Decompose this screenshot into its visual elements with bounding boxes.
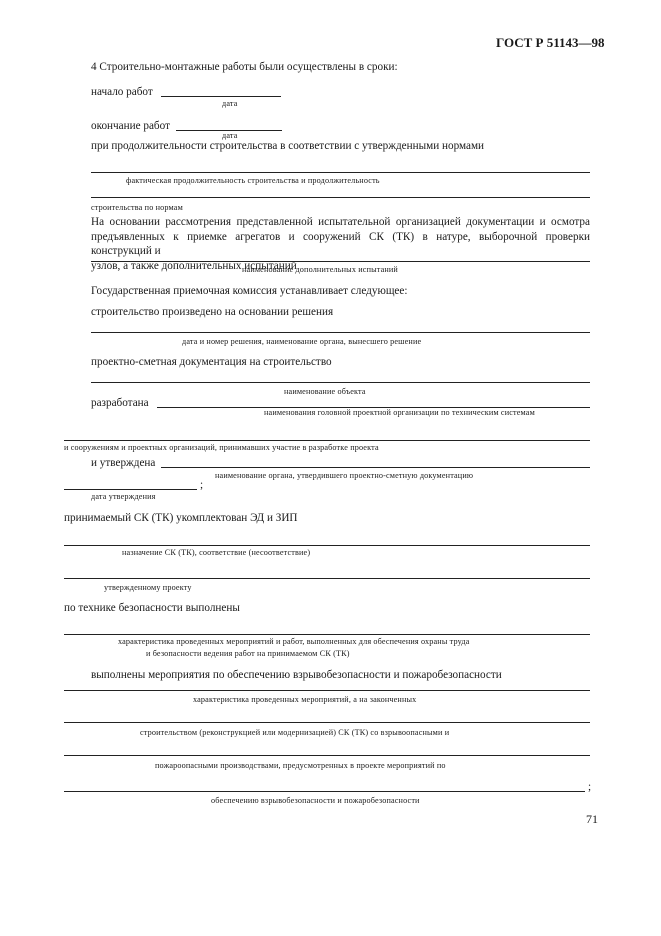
duration-text: при продолжительности строительства в соответствии с утвержденными нормами: [91, 140, 485, 152]
approved-label: и утверждена: [91, 457, 156, 469]
construction-basis-text: строительство произведено на основании решения: [91, 306, 334, 318]
fire-caption-1: характеристика проведенных мероприятий, а на законченных: [193, 695, 417, 704]
fire-line-2: [64, 722, 590, 723]
page-number: 71: [586, 812, 598, 826]
start-date-label: начало работ: [91, 86, 153, 98]
project-caption: утвержденному проекту: [104, 583, 192, 592]
fire-line-3: [64, 755, 590, 756]
fire-caption-2: строительством (реконструкцией или модернизацией) СК (ТК) со взрывоопасными и: [140, 728, 450, 737]
developed-label: разработана: [91, 397, 149, 409]
start-date-line: [161, 96, 281, 97]
object-line: [91, 382, 590, 383]
approver-line: [161, 467, 590, 468]
document-header: ГОСТ Р 51143—98: [496, 35, 605, 50]
safety-text: по технике безопасности выполнены: [64, 602, 240, 614]
approval-date-line: [64, 489, 197, 490]
commission-text: Государственная приемочная комиссия устанавливает следующее:: [91, 285, 408, 297]
fire-line-4: [64, 791, 585, 792]
semicolon-2: ;: [588, 781, 592, 793]
duration-line-2: [91, 197, 590, 198]
approver-caption: наименование органа, утвердившего проектно-сметную документацию: [215, 471, 474, 480]
section-4-heading: 4 Строительно-монтажные работы были осуществлены в сроки:: [91, 61, 398, 73]
tests-caption: наименование дополнительных испытаний: [242, 265, 398, 274]
purpose-line: [64, 545, 590, 546]
design-docs-text: проектно-сметная документация на строительство: [91, 356, 332, 368]
fire-caption-4: обеспечению взрывобезопасности и пожаробезопасности: [211, 796, 420, 805]
end-date-caption: дата: [222, 131, 238, 140]
purpose-caption: назначение СК (ТК), соответствие (несоответствие): [122, 548, 311, 557]
fire-caption-3: пожароопасными производствами, предусмотренных в проекте мероприятий по: [155, 761, 446, 770]
duration-line-1: [91, 172, 590, 173]
developer-caption-2: и сооружениям и проектных организаций, принимавших участие в разработке проекта: [64, 443, 379, 452]
decision-line: [91, 332, 590, 333]
duration-caption-2: строительства по нормам: [91, 203, 183, 212]
decision-caption: дата и номер решения, наименование органа, вынесшего решение: [182, 337, 422, 346]
project-line: [64, 578, 590, 579]
end-date-label: окончание работ: [91, 120, 170, 132]
safety-caption-2: и безопасности ведения работ на принимаемом СК (ТК): [146, 649, 350, 658]
safety-line: [64, 634, 590, 635]
fire-safety-text: выполнены мероприятия по обеспечению взрывобезопасности и пожаробезопасности: [91, 669, 502, 681]
duration-caption-1: фактическая продолжительность строительства и продолжительность: [126, 176, 380, 185]
developer-line-2: [64, 440, 590, 441]
equipped-text: принимаемый СК (ТК) укомплектован ЭД и ЗИП: [64, 512, 298, 524]
basis-paragraph-last-line: узлов, а также дополнительных испытаний: [91, 259, 297, 272]
start-date-caption: дата: [222, 99, 238, 108]
tests-line: [91, 261, 590, 262]
developer-caption: наименования головной проектной организации по техническим системам: [264, 408, 535, 417]
basis-paragraph-body: На основании рассмотрения представленной испытательной организацией документации и осмотра предъявленных к приемке агрегатов и сооружений СК (ТК) в натуре, выборочной проверки конструкций и: [91, 216, 590, 257]
approval-date-caption: дата утверждения: [91, 492, 156, 501]
fire-line-1: [64, 690, 590, 691]
object-caption: наименование объекта: [284, 387, 366, 396]
semicolon-1: ;: [200, 479, 204, 491]
safety-caption-1: характеристика проведенных мероприятий и работ, выполненных для обеспечения охраны труда: [118, 637, 470, 646]
